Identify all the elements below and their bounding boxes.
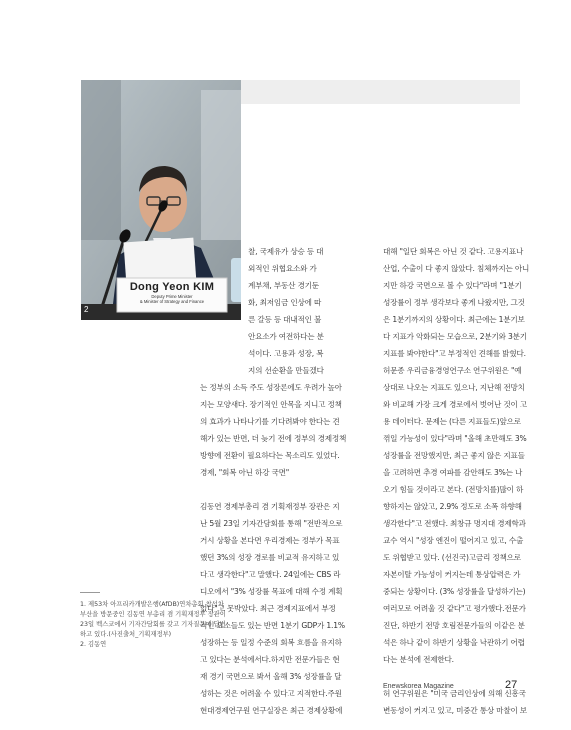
photo-caption xyxy=(80,600,230,650)
body-line: 도 위협받고 있다. (선진국)고금리 정책으로 xyxy=(383,553,521,562)
body-line: 와 비교해 가장 크게 경로에서 벗어난 것이 고 xyxy=(383,400,527,409)
body-line: 지는 모양새다. 장기적인 안목을 지니고 정책 xyxy=(200,400,342,409)
body-line: 는 정부의 소득 주도 성장론에도 우려가 높아 xyxy=(200,383,342,392)
caption-line: 2. 김동연 xyxy=(80,641,107,648)
caption-line: 1. 제53차 아프리카개발은행(AfDB)연차총회 참석차 xyxy=(80,601,224,608)
nameplate-title-line2: & Minister of Strategy and Finance xyxy=(139,299,205,304)
body-line: 중되는 상황이다. (3% 성장률을 달성하기는) xyxy=(383,587,526,596)
body-line: 계부채, 부동산 경기둔 xyxy=(248,281,319,290)
body-line: 거시 상황을 본다면 우리경제는 정부가 목표 xyxy=(200,536,340,545)
body-line: 성장률이 정부 생각보다 좋게 나왔지만, 그것 xyxy=(383,298,525,307)
body-line: 을 고려하면 추경 여파를 감안해도 3%는 나 xyxy=(383,468,523,477)
body-line: 른 갈등 등 대내적인 불 xyxy=(248,315,322,324)
body-line: 향하지는 않았고, 2.9% 정도로 소폭 하향해 xyxy=(383,502,522,511)
body-line: 용 데이터다. 문제는 (다른 지표들도)앞으로 xyxy=(383,417,521,426)
body-line: 은 1분기까지의 상황이다. 최근에는 1분기보 xyxy=(383,315,525,324)
nameplate xyxy=(117,281,227,304)
body-line: 적인 요소들도 있는 반면 1분기 GDP가 1.1% xyxy=(200,621,345,630)
body-line: 김동연 경제부총리 겸 기획재정부 장관은 지 xyxy=(200,502,340,511)
body-line: 현대경제연구원 연구실장은 최근 경제상황에 xyxy=(200,706,343,715)
body-line: 화, 최저임금 인상에 따 xyxy=(248,298,322,307)
caption-line: 하고 있다.(사진출처_기획재정부) xyxy=(80,631,172,638)
body-line: 없다"고 못박았다. 최근 경제지표에서 부정 xyxy=(200,604,336,613)
body-line: 대해 "일단 회복은 아닌 것 같다. 고용지표나 xyxy=(383,247,524,256)
magazine-name: Enewskorea Magazine xyxy=(383,683,454,690)
caption-line: 부산을 방문중인 김동연 부총리 겸 기획재정부 장관이 xyxy=(80,611,226,618)
nameplate-name: Dong Yeon KIM xyxy=(129,281,215,293)
body-line: 디오에서 "3% 성장률 목표에 대해 수정 계획 xyxy=(200,587,343,596)
body-line: 변동성이 커지고 있고, 미중간 통상 마찰이 보 xyxy=(383,706,527,715)
body-line: 오기 힘들 것이라고 본다. (전망치를)많이 하 xyxy=(383,485,524,494)
body-line: 난 5월 23일 기자간담회를 통해 "전반적으로 xyxy=(200,519,343,528)
body-line: 지의 선순환을 만들겠다 xyxy=(248,366,324,375)
body-line: 의 효과가 나타나기를 기다려봐야 한다는 견 xyxy=(200,417,340,426)
body-line: 석은 하나 같이 하반기 상황을 낙관하기 어렵 xyxy=(383,638,525,647)
body-line: 허문종 우리금융경영연구소 연구위원은 "예 xyxy=(383,366,522,375)
body-line: 산업, 수출이 다 좋지 않았다. 침체까지는 아니 xyxy=(383,264,530,273)
photo-number-label: 2 xyxy=(84,305,89,314)
body-line: 성장률을 전망했지만, 최근 좋지 않은 지표들 xyxy=(383,451,525,460)
body-line: 방향에 전환이 필요하다는 목소리도 있었다. xyxy=(200,451,340,460)
body-line: 지만 하강 국면으로 볼 수 있다"라며 "1분기 xyxy=(383,281,522,290)
caption-divider xyxy=(80,592,100,593)
body-line: 석이다. 고용과 성장, 복 xyxy=(248,349,324,358)
section-heading: 경제, "회복 아닌 하강 국면" xyxy=(200,468,290,477)
body-line: 성장하는 등 일정 수준의 회복 흐름을 유지하 xyxy=(200,638,342,647)
body-line: 안요소가 여전하다는 분 xyxy=(248,332,324,341)
body-line: 생각한다"고 전했다. 최창규 명지대 경제학과 xyxy=(383,519,526,528)
body-line: 성하는 것은 어려울 수 있다고 지적한다.주원 xyxy=(200,689,342,698)
body-line: 재 경기 국면으로 봐서 올해 3% 성장률을 달 xyxy=(200,672,342,681)
body-line: 외적인 위협요소와 가 xyxy=(248,264,317,273)
body-line: 교수 역시 "성장 엔진이 떨어지고 있고, 수출 xyxy=(383,536,524,545)
body-line: 여러모로 어려울 것 같다"고 평가했다.전문가 xyxy=(383,604,526,613)
body-line: 허 연구위원은 "미국 금리인상에 의해 신흥국 xyxy=(383,689,526,698)
nameplate-title-line1: Deputy Prime Minister xyxy=(151,294,193,299)
body-line: 해가 있는 반면, 더 늦기 전에 정부의 경제정책 xyxy=(200,434,347,443)
page-number: 27 xyxy=(505,679,518,691)
body-line: 다고 생각한다"고 말했다. 24일에는 CBS 라 xyxy=(200,570,341,579)
body-line: 찰, 국제유가 상승 등 대 xyxy=(248,247,324,256)
caption-line: 23일 벡스코에서 기자간담회를 갖고 기자질문에 답변 xyxy=(80,621,226,628)
body-line: 다는 분석에 전제한다. xyxy=(383,655,454,664)
paragraph-gap xyxy=(200,481,346,498)
body-line: 지표를 봐야한다"고 부정적인 견해를 밝혔다. xyxy=(383,349,526,358)
body-line: 상대로 나오는 지표도 있으나, 지난해 전망치 xyxy=(383,383,525,392)
article-column-middle xyxy=(200,379,346,719)
body-line: 자본이탈 가능성이 커지는데 통상압력은 가 xyxy=(383,570,521,579)
body-line: 진단, 하반기 전망 호림전문가들의 이같은 분 xyxy=(383,621,525,630)
body-line: 꺾일 가능성이 있다"라며 "올해 초만해도 3% xyxy=(383,434,527,443)
article-column-right xyxy=(383,243,529,719)
article-column-middle-upper xyxy=(248,243,324,379)
body-line: 다 지표가 악화되는 모습으로, 2분기와 3분기 xyxy=(383,332,527,341)
article-photo xyxy=(81,80,241,320)
body-line: 고 있다는 분석에서다.하지만 전문가들은 현 xyxy=(200,655,340,664)
body-line: 했던 3%의 성장 경로를 비교적 유지하고 있 xyxy=(200,553,340,562)
